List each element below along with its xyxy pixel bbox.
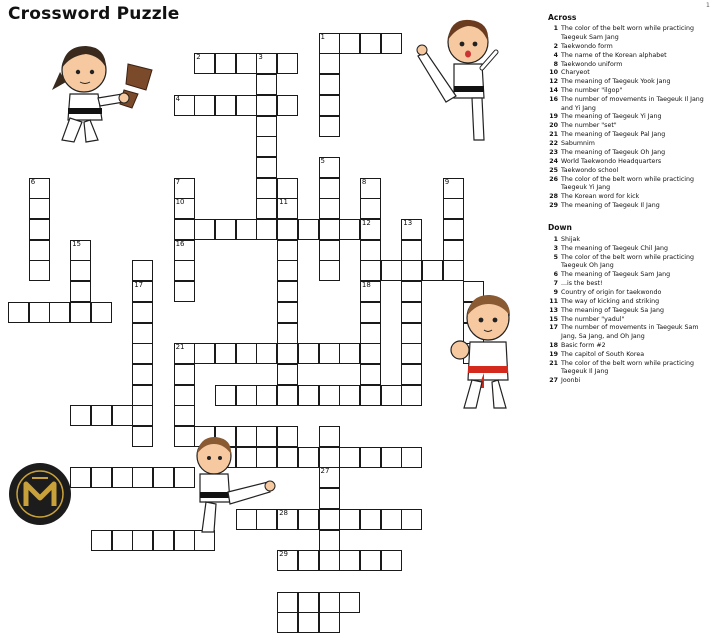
grid-cell[interactable] <box>319 74 340 95</box>
clue-number: 21 <box>549 359 558 367</box>
grid-cell[interactable] <box>319 33 340 54</box>
down-clue <box>548 236 716 244</box>
grid-cell[interactable] <box>256 136 277 157</box>
clue-text: Sabumnim <box>561 140 595 148</box>
grid-cell[interactable] <box>360 198 381 219</box>
clue-text: Taekwondo school <box>561 166 619 174</box>
down-clue <box>548 324 716 341</box>
grid-cell[interactable] <box>256 116 277 137</box>
grid-cell[interactable] <box>256 219 277 240</box>
grid-cell[interactable] <box>215 343 236 364</box>
clue-number: 27 <box>549 376 558 384</box>
clue-number: 20 <box>549 122 558 130</box>
grid-cell[interactable] <box>256 95 277 116</box>
clue-number: 29 <box>549 202 558 210</box>
clue-text: The capitol of South Korea <box>561 350 645 358</box>
cell-number: 17 <box>134 281 144 290</box>
clue-text: The meaning of Taegeuk Il Jang <box>561 202 660 210</box>
grid-cell[interactable] <box>174 240 195 261</box>
grid-cell[interactable] <box>360 33 381 54</box>
cell-number: 29 <box>279 550 289 559</box>
grid-cell[interactable] <box>256 198 277 219</box>
grid-cell[interactable] <box>339 550 360 571</box>
grid-cell[interactable] <box>132 405 153 426</box>
grid-cell[interactable] <box>319 426 340 447</box>
grid-cell[interactable] <box>277 426 298 447</box>
grid-cell[interactable] <box>381 447 402 468</box>
grid-cell[interactable] <box>339 447 360 468</box>
grid-cell[interactable] <box>112 467 133 488</box>
grid-cell[interactable] <box>256 74 277 95</box>
clue-text: The meaning of Taegeuk Pal Jang <box>561 131 666 139</box>
clue-number: 21 <box>549 131 558 139</box>
down-clue <box>548 351 716 359</box>
clue-number: 19 <box>549 350 558 358</box>
across-clue <box>548 69 716 77</box>
punch-figure <box>440 288 526 412</box>
down-clue <box>548 342 716 350</box>
across-clue <box>548 140 716 148</box>
grid-cell[interactable] <box>70 281 91 302</box>
clue-number: 12 <box>549 78 558 86</box>
clue-number: 3 <box>553 244 558 252</box>
grid-cell[interactable] <box>319 509 340 530</box>
page-number: 1 <box>706 2 710 9</box>
grid-cell[interactable] <box>277 550 298 571</box>
down-clue <box>548 245 716 253</box>
grid-cell[interactable] <box>381 509 402 530</box>
grid-cell[interactable] <box>339 219 360 240</box>
grid-cell[interactable] <box>194 53 215 74</box>
grid-cell[interactable] <box>360 240 381 261</box>
grid-cell[interactable] <box>215 53 236 74</box>
grid-cell[interactable] <box>236 385 257 406</box>
grid-cell[interactable] <box>174 364 195 385</box>
across-clue <box>548 87 716 95</box>
grid-cell[interactable] <box>256 178 277 199</box>
grid-cell[interactable] <box>319 116 340 137</box>
down-clue <box>548 298 716 306</box>
grid-cell[interactable] <box>91 530 112 551</box>
clue-text: The number of movements in Taegeuk Sam Jang, Sa Jang, and Oh Jang <box>561 324 699 340</box>
grid-cell[interactable] <box>298 219 319 240</box>
grid-cell[interactable] <box>298 550 319 571</box>
grid-cell[interactable] <box>401 323 422 344</box>
grid-cell[interactable] <box>236 95 257 116</box>
grid-cell[interactable] <box>339 509 360 530</box>
grid-cell[interactable] <box>132 343 153 364</box>
grid-cell[interactable] <box>256 385 277 406</box>
grid-cell[interactable] <box>153 530 174 551</box>
grid-cell[interactable] <box>132 302 153 323</box>
grid-cell[interactable] <box>319 157 340 178</box>
clue-text: Charyeot <box>561 69 590 77</box>
grid-cell[interactable] <box>277 260 298 281</box>
clue-text: The meaning of Taegeuk Yi Jang <box>561 113 662 121</box>
side-kick-figure <box>180 432 278 536</box>
grid-cell[interactable] <box>360 343 381 364</box>
grid-cell[interactable] <box>277 509 298 530</box>
grid-cell[interactable] <box>277 302 298 323</box>
clue-text: The meaning of Taegeuk Oh Jang <box>561 149 666 157</box>
clue-number: 14 <box>549 87 558 95</box>
clue-number: 16 <box>549 96 558 104</box>
grid-cell[interactable] <box>401 260 422 281</box>
clue-number: 19 <box>549 113 558 121</box>
down-clue <box>548 289 716 297</box>
grid-cell[interactable] <box>174 178 195 199</box>
grid-cell[interactable] <box>29 219 50 240</box>
grid-cell[interactable] <box>277 95 298 116</box>
grid-cell[interactable] <box>422 260 443 281</box>
grid-cell[interactable] <box>194 95 215 116</box>
across-clue <box>548 167 716 175</box>
clue-text: Country of origin for taekwondo <box>561 288 662 296</box>
grid-cell[interactable] <box>443 219 464 240</box>
clue-number: 1 <box>553 235 558 243</box>
grid-cell[interactable] <box>236 219 257 240</box>
grid-cell[interactable] <box>29 240 50 261</box>
grid-cell[interactable] <box>319 95 340 116</box>
grid-cell[interactable] <box>319 219 340 240</box>
clue-number: 2 <box>553 42 558 50</box>
grid-cell[interactable] <box>29 302 50 323</box>
grid-cell[interactable] <box>319 343 340 364</box>
grid-cell[interactable] <box>277 198 298 219</box>
grid-cell[interactable] <box>153 467 174 488</box>
grid-cell[interactable] <box>256 157 277 178</box>
clue-text: ...is the best! <box>561 279 603 287</box>
across-clue <box>548 131 716 139</box>
grid-cell[interactable] <box>298 592 319 613</box>
clue-number: 17 <box>549 324 558 332</box>
grid-cell[interactable] <box>360 550 381 571</box>
clue-number: 8 <box>553 60 558 68</box>
clue-number: 7 <box>553 279 558 287</box>
grid-cell[interactable] <box>443 178 464 199</box>
grid-cell[interactable] <box>174 343 195 364</box>
grid-cell[interactable] <box>29 260 50 281</box>
grid-cell[interactable] <box>360 178 381 199</box>
clue-number: 18 <box>549 341 558 349</box>
clue-text: Taekwondo form <box>561 42 613 50</box>
grid-cell[interactable] <box>339 33 360 54</box>
clue-number: 6 <box>553 270 558 278</box>
grid-cell[interactable] <box>112 530 133 551</box>
clue-text: The meaning of Taegeuk Chil Jang <box>561 244 669 252</box>
down-clue <box>548 280 716 288</box>
grid-cell[interactable] <box>319 240 340 261</box>
grid-cell[interactable] <box>215 385 236 406</box>
clue-text: The way of kicking and striking <box>561 297 660 305</box>
grid-cell[interactable] <box>298 612 319 633</box>
grid-cell[interactable] <box>70 405 91 426</box>
grid-cell[interactable] <box>277 612 298 633</box>
grid-cell[interactable] <box>401 240 422 261</box>
grid-cell[interactable] <box>443 260 464 281</box>
grid-cell[interactable] <box>70 467 91 488</box>
grid-cell[interactable] <box>443 198 464 219</box>
grid-cell[interactable] <box>319 488 340 509</box>
grid-cell[interactable] <box>91 405 112 426</box>
down-heading: Down <box>548 223 572 233</box>
grid-cell[interactable] <box>70 302 91 323</box>
grid-cell[interactable] <box>91 302 112 323</box>
cell-number: 6 <box>30 177 36 186</box>
board-breaker-figure <box>40 38 160 150</box>
clue-text: Joonbi <box>561 376 581 384</box>
grid-cell[interactable] <box>277 447 298 468</box>
grid-cell[interactable] <box>401 385 422 406</box>
grid-cell[interactable] <box>401 447 422 468</box>
grid-cell[interactable] <box>298 343 319 364</box>
grid-cell[interactable] <box>319 447 340 468</box>
grid-cell[interactable] <box>401 364 422 385</box>
clue-text: World Taekwondo Headquarters <box>561 158 662 165</box>
grid-cell[interactable] <box>298 509 319 530</box>
grid-cell[interactable] <box>381 550 402 571</box>
cell-number: 13 <box>403 219 413 227</box>
cell-number: 16 <box>175 239 185 248</box>
grid-cell[interactable] <box>401 302 422 323</box>
across-clue <box>548 43 716 51</box>
down-clue <box>548 254 716 271</box>
across-clue <box>548 158 716 166</box>
grid-cell[interactable] <box>215 95 236 116</box>
across-clue <box>548 113 716 121</box>
clue-text: The meaning of Taegeuk Sa Jang <box>561 306 664 314</box>
grid-cell[interactable] <box>256 53 277 74</box>
grid-cell[interactable] <box>277 178 298 199</box>
clue-text: Shijak <box>561 235 580 243</box>
academy-logo <box>8 462 72 526</box>
clue-text: The number "set" <box>561 122 617 130</box>
grid-cell[interactable] <box>174 405 195 426</box>
grid-cell[interactable] <box>277 592 298 613</box>
grid-cell[interactable] <box>298 447 319 468</box>
grid-cell[interactable] <box>319 592 340 613</box>
grid-cell[interactable] <box>132 467 153 488</box>
grid-cell[interactable] <box>91 467 112 488</box>
grid-cell[interactable] <box>360 260 381 281</box>
clue-number: 25 <box>549 166 558 174</box>
high-kick-figure <box>412 12 502 144</box>
across-clue <box>548 61 716 69</box>
grid-cell[interactable] <box>360 281 381 302</box>
grid-cell[interactable] <box>401 509 422 530</box>
down-clue <box>548 360 716 377</box>
across-clue <box>548 176 716 193</box>
grid-cell[interactable] <box>277 53 298 74</box>
cell-number: 18 <box>361 281 371 290</box>
grid-cell[interactable] <box>319 260 340 281</box>
grid-cell[interactable] <box>339 343 360 364</box>
grid-cell[interactable] <box>174 281 195 302</box>
grid-cell[interactable] <box>277 364 298 385</box>
clue-number: 22 <box>549 140 558 148</box>
clue-text: The number "yadul" <box>561 315 625 323</box>
cell-number: 7 <box>175 177 181 186</box>
clue-panel <box>548 14 716 386</box>
grid-cell[interactable] <box>319 530 340 551</box>
grid-cell[interactable] <box>277 219 298 240</box>
grid-cell[interactable] <box>194 343 215 364</box>
clue-text: The color of the belt worn while practicing Taegeuk Oh Jang <box>561 253 695 270</box>
clue-number: 9 <box>553 288 558 296</box>
clue-number: 26 <box>549 175 558 183</box>
grid-cell[interactable] <box>360 219 381 240</box>
grid-cell[interactable] <box>70 240 91 261</box>
grid-cell[interactable] <box>29 178 50 199</box>
grid-cell[interactable] <box>381 260 402 281</box>
grid-cell[interactable] <box>132 323 153 344</box>
down-clue <box>548 307 716 315</box>
grid-cell[interactable] <box>401 219 422 240</box>
grid-cell[interactable] <box>319 53 340 74</box>
grid-cell[interactable] <box>236 343 257 364</box>
cell-number: 12 <box>361 219 371 227</box>
grid-cell[interactable] <box>381 385 402 406</box>
clue-text: The number of movements in Taegeuk Il Jang and Yi Jang <box>561 96 704 112</box>
grid-cell[interactable] <box>29 198 50 219</box>
grid-cell[interactable] <box>215 219 236 240</box>
grid-cell[interactable] <box>132 260 153 281</box>
down-clue <box>548 271 716 279</box>
across-clue <box>548 122 716 130</box>
clue-number: 23 <box>549 149 558 157</box>
grid-cell[interactable] <box>132 530 153 551</box>
clue-number: 5 <box>553 253 558 261</box>
clue-text: The color of the belt worn while practicing Taegeuk Il Jang <box>561 359 695 375</box>
grid-cell[interactable] <box>277 281 298 302</box>
clue-text: The number "ilgop" <box>561 87 623 95</box>
grid-cell[interactable] <box>360 447 381 468</box>
cell-number: 28 <box>279 508 289 517</box>
grid-cell[interactable] <box>401 343 422 364</box>
clue-number: 28 <box>549 193 558 201</box>
grid-cell[interactable] <box>132 281 153 302</box>
grid-cell[interactable] <box>174 385 195 406</box>
cell-number: 15 <box>72 239 82 248</box>
clue-text: The name of the Korean alphabet <box>561 51 667 59</box>
grid-cell[interactable] <box>319 385 340 406</box>
clue-text: The meaning of Taegeuk Yook Jang <box>561 78 671 86</box>
clue-text: The color of the belt worn while practicing Taegeuk Yi Jang <box>561 175 695 192</box>
cell-number: 10 <box>175 198 185 207</box>
cell-number: 27 <box>320 467 330 476</box>
clue-text: Basic form #2 <box>561 341 606 349</box>
grid-cell[interactable] <box>298 385 319 406</box>
grid-cell[interactable] <box>401 281 422 302</box>
cell-number: 9 <box>444 177 450 186</box>
down-clue <box>548 316 716 324</box>
grid-cell[interactable] <box>277 385 298 406</box>
across-clue <box>548 78 716 86</box>
across-clue <box>548 25 716 42</box>
clue-number: 15 <box>549 315 558 323</box>
grid-cell[interactable] <box>443 240 464 261</box>
grid-cell[interactable] <box>174 95 195 116</box>
page-title: Crossword Puzzle <box>8 4 180 24</box>
down-clue <box>548 377 716 385</box>
grid-cell[interactable] <box>360 385 381 406</box>
grid-cell[interactable] <box>236 53 257 74</box>
grid-cell[interactable] <box>381 33 402 54</box>
grid-cell[interactable] <box>132 385 153 406</box>
grid-cell[interactable] <box>319 198 340 219</box>
cell-number: 8 <box>361 177 367 186</box>
grid-cell[interactable] <box>277 323 298 344</box>
across-clue <box>548 52 716 60</box>
grid-cell[interactable] <box>339 592 360 613</box>
clue-text: The meaning of Taegeuk Sam Jang <box>561 270 671 278</box>
across-heading: Across <box>548 13 577 22</box>
clue-text: The color of the belt worn while practicing Taegeuk Sam Jang <box>561 25 695 41</box>
grid-cell[interactable] <box>360 364 381 385</box>
grid-cell[interactable] <box>174 260 195 281</box>
across-clue <box>548 149 716 157</box>
across-clue <box>548 202 716 210</box>
grid-cell[interactable] <box>174 198 195 219</box>
grid-cell[interactable] <box>132 364 153 385</box>
grid-cell[interactable] <box>360 323 381 344</box>
down-clue-list <box>548 236 716 385</box>
across-clue-list <box>548 25 716 210</box>
grid-cell[interactable] <box>8 302 29 323</box>
grid-cell[interactable] <box>319 550 340 571</box>
cell-number: 5 <box>320 156 325 165</box>
clue-number: 24 <box>549 158 558 165</box>
cell-number: 3 <box>258 53 263 62</box>
across-clue <box>548 193 716 201</box>
cell-number: 21 <box>175 343 185 352</box>
grid-cell[interactable] <box>174 219 195 240</box>
clue-number: 1 <box>553 25 558 33</box>
across-clue <box>548 96 716 113</box>
grid-cell[interactable] <box>360 302 381 323</box>
grid-cell[interactable] <box>277 240 298 261</box>
cell-number: 11 <box>279 198 289 207</box>
grid-cell[interactable] <box>277 343 298 364</box>
clue-number: 10 <box>549 69 558 77</box>
grid-cell[interactable] <box>112 405 133 426</box>
grid-cell[interactable] <box>194 219 215 240</box>
clue-number: 13 <box>549 306 558 314</box>
grid-cell[interactable] <box>256 343 277 364</box>
grid-cell[interactable] <box>70 260 91 281</box>
clue-number: 11 <box>549 297 558 305</box>
grid-cell[interactable] <box>360 509 381 530</box>
cell-number: 4 <box>175 94 181 103</box>
grid-cell[interactable] <box>49 302 70 323</box>
grid-cell[interactable] <box>319 178 340 199</box>
cell-number: 1 <box>320 32 325 41</box>
grid-cell[interactable] <box>339 385 360 406</box>
cell-number: 2 <box>196 53 201 62</box>
clue-number: 4 <box>553 51 558 59</box>
grid-cell[interactable] <box>319 612 340 633</box>
clue-text: Taekwondo uniform <box>561 60 623 68</box>
grid-cell[interactable] <box>319 467 340 488</box>
clue-text: The Korean word for kick <box>561 193 640 201</box>
grid-cell[interactable] <box>132 426 153 447</box>
